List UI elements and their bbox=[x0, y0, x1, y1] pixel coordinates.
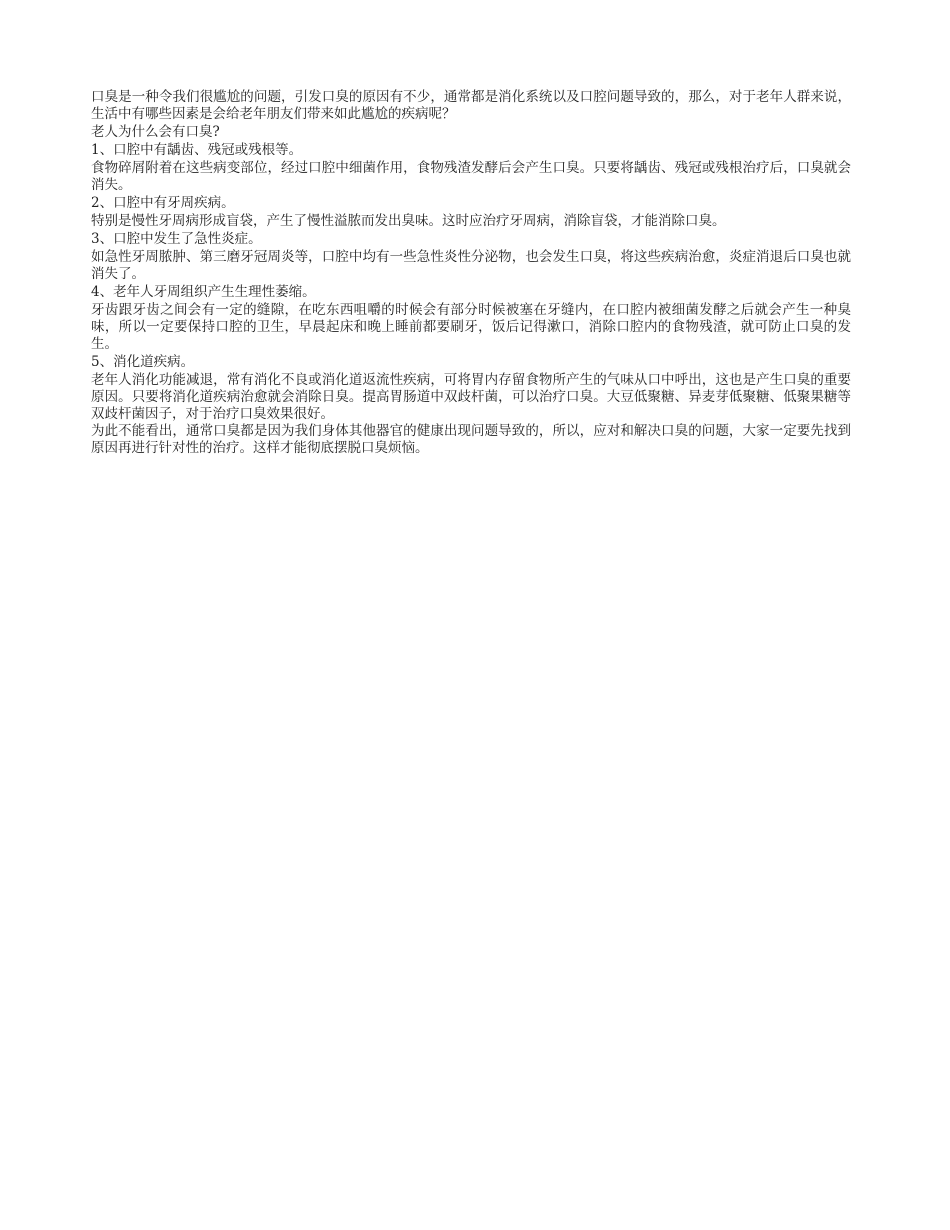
section-question-heading: 老人为什么会有口臭? bbox=[91, 124, 220, 140]
section-1-heading: 1、口腔中有龋齿、残冠或残根等。 bbox=[91, 142, 303, 158]
intro-paragraph: 口臭是一种令我们很尴尬的问题，引发口臭的原因有不少，通常都是消化系统以及口腔问题导致的，那么，对于老年人群来说，生活中有哪些因素是会给老年朋友们带来如此尴尬的疾病呢？ bbox=[91, 89, 851, 122]
section-4-paragraph: 牙齿跟牙齿之间会有一定的缝隙，在吃东西咀嚼的时候会有部分时候被塞在牙缝内，在口腔内被细菌发酵之后就会产生一种臭味，所以一定要保持口腔的卫生，早晨起床和晚上睡前都要刷牙，饭后记得漱口，消除口腔内的食物残渣，就可防止口臭的发生。 bbox=[91, 302, 851, 352]
section-1-paragraph: 食物碎屑附着在这些病变部位，经过口腔中细菌作用，食物残渣发酵后会产生口臭。只要将龋齿、残冠或残根治疗后，口臭就会消失。 bbox=[91, 160, 851, 193]
section-2-heading: 2、口腔中有牙周疾病。 bbox=[91, 195, 235, 211]
conclusion-paragraph: 为此不能看出，通常口臭都是因为我们身体其他器官的健康出现问题导致的，所以，应对和解决口臭的问题，大家一定要先找到原因再进行针对性的治疗。这样才能彻底摆脱口臭烦恼。 bbox=[91, 423, 851, 456]
section-5-paragraph: 老年人消化功能减退，常有消化不良或消化道返流性疾病，可将胃内存留食物所产生的气味从口中呼出，这也是产生口臭的重要原因。只要将消化道疾病治愈就会消除日臭。提高胃肠道中双歧杆菌，可以治疗口臭。大豆低聚糖、异麦芽低聚糖、低聚果糖等双歧杆菌因子，对于治疗口臭效果很好。 bbox=[91, 372, 851, 422]
section-3-heading: 3、口腔中发生了急性炎症。 bbox=[91, 231, 262, 247]
section-3-paragraph: 如急性牙周脓肿、第三磨牙冠周炎等，口腔中均有一些急性炎性分泌物，也会发生口臭，将这些疾病治愈，炎症消退后口臭也就消失了。 bbox=[91, 249, 851, 282]
section-2-paragraph: 特别是慢性牙周病形成盲袋，产生了慢性溢脓而发出臭味。这时应治疗牙周病，消除盲袋，才能消除口臭。 bbox=[91, 213, 726, 229]
document-body bbox=[91, 89, 851, 457]
section-4-heading: 4、老年人牙周组织产生生理性萎缩。 bbox=[91, 284, 316, 300]
section-5-heading: 5、消化道疾病。 bbox=[91, 354, 195, 370]
